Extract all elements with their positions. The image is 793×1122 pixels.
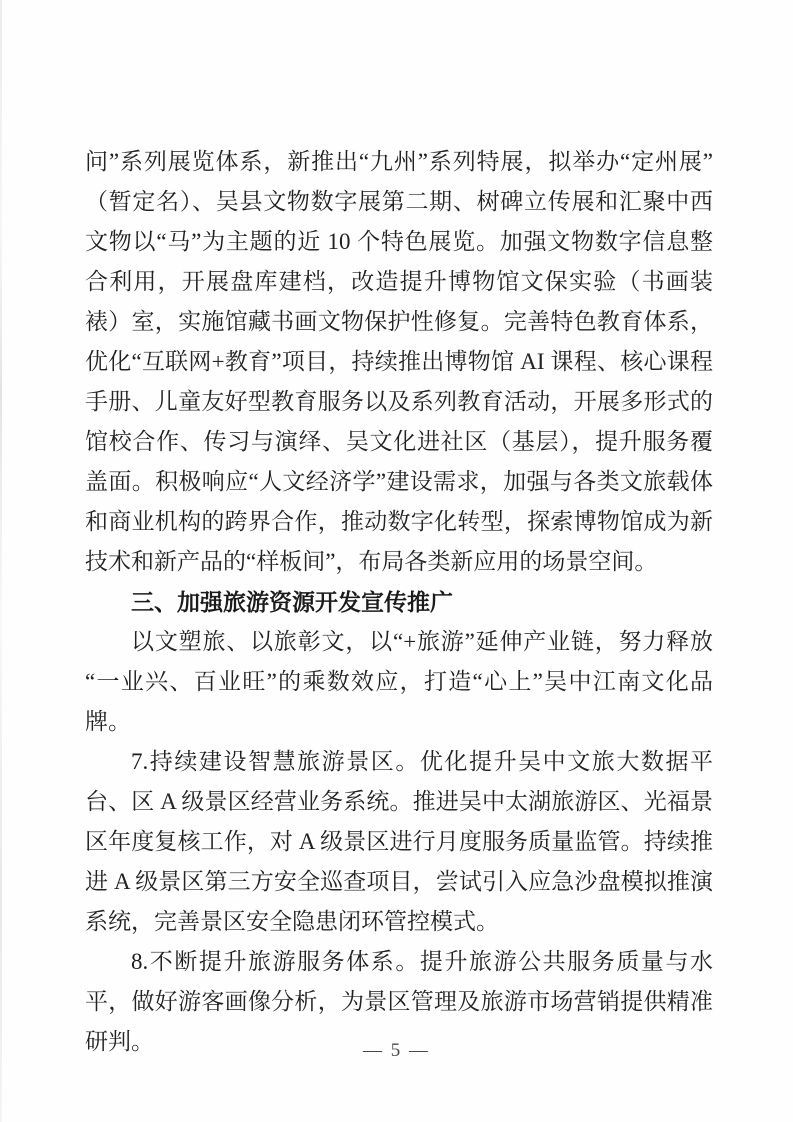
section-heading: 三、加强旅游资源开发宣传推广 (131, 589, 453, 615)
page-number: — 5 — (363, 1040, 430, 1061)
document-body (85, 142, 713, 1062)
paragraph-item-7 (85, 742, 713, 942)
item-8-text: 提升旅游公共服务质量与水平，做好游客画像分析，为景区管理及旅游市场营销提供精准研判。 (85, 949, 714, 1054)
scan-edge-artifact (0, 0, 2, 1122)
paragraph-continuation: 问”系列展览体系，新推出“九州”系列特展，拟举办“定州展”（暂定名）、吴县文物数字展第二期、树碑立传展和汇聚中西文物以“马”为主题的近 10 个特色展览。加强文物数字信息整合利用，开展盘库建档，改造提升博物馆文保实验（书画装裱）室，实施馆藏书画文物保护性修复。完善特色教育体系，优化“互联网+教育”项目，持续推出博物馆 AI 课程、核心课程手册、儿童友好型教育服务以及系列教育活动，开展多形式的馆校合作、传习与演绎、吴文化进社区（基层），提升服务覆盖面。积极响应“人文经济学”建设需求，加强与各类文旅载体和商业机构的跨界合作，推动数字化转型，探索博物馆成为新技术和新产品的“样板间”，布局各类新应用的场景空间。 (85, 149, 713, 574)
item-7-text: 优化提升吴中文旅大数据平台、区 A 级景区经营业务系统。推进吴中太湖旅游区、光福景区年度复核工作，对 A 级景区进行月度服务质量监管。持续推进 A 级景区第三方安全巡查项目，尝试引入应急沙盘模拟推演系统，完善景区安全隐患闭环管控模式。 (85, 749, 714, 934)
item-7-lead: 7.持续建设智慧旅游景区。 (131, 749, 420, 774)
paragraph-intro: 以文塑旅、以旅彰文，以“+旅游”延伸产业链，努力释放“一业兴、百业旺”的乘数效应，打造“心上”吴中江南文化品牌。 (85, 629, 713, 734)
item-8-lead: 8.不断提升旅游服务体系。 (131, 949, 420, 974)
